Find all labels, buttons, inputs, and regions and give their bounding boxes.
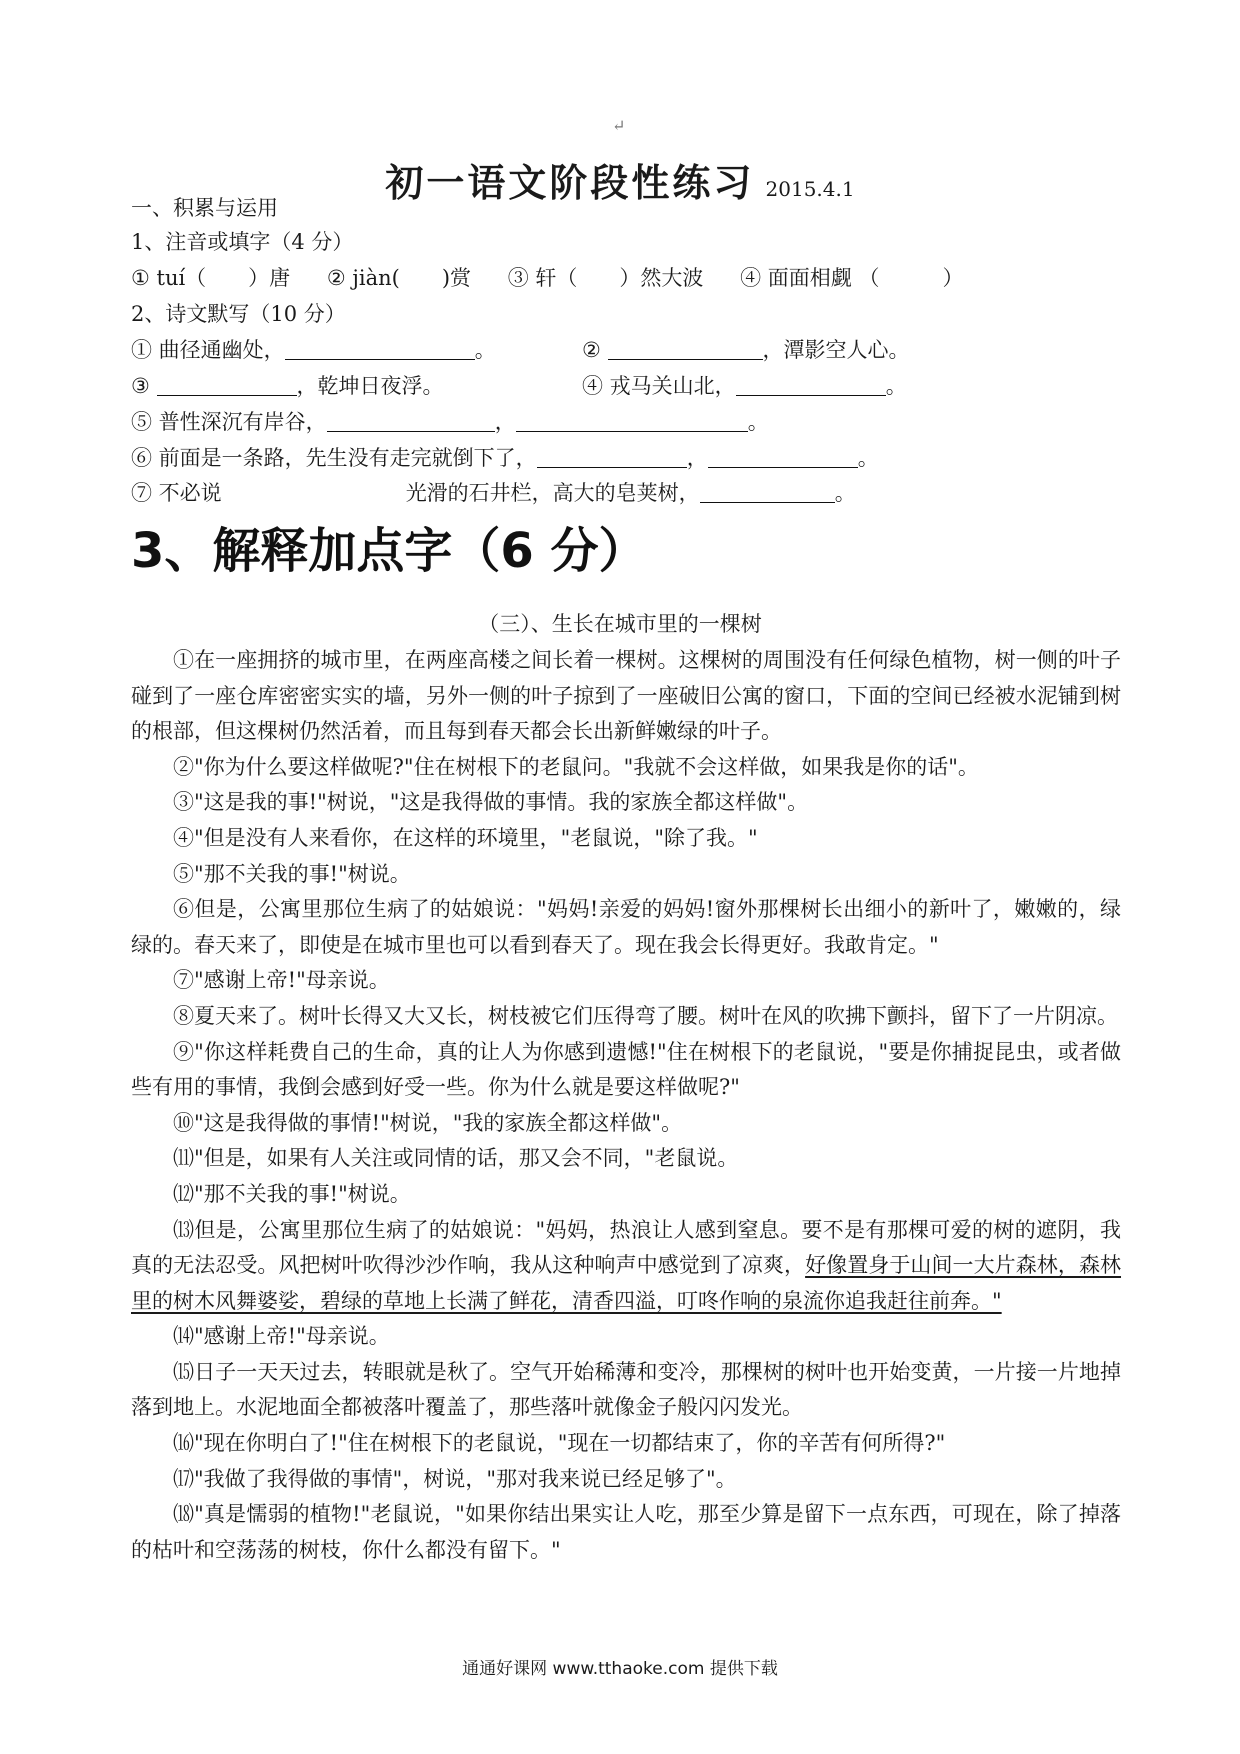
article-title: （三）、生长在城市里的一棵树 bbox=[478, 612, 762, 636]
article-paragraph: ②"你为什么要这样做呢?"住在树根下的老鼠问。"我就不会这样做，如果我是你的话"。 bbox=[173, 754, 979, 779]
q1-item-2: ② jiàn( )赏 bbox=[326, 266, 472, 290]
answer-blank[interactable] bbox=[700, 501, 835, 503]
article-paragraph: ④"但是没有人来看你，在这样的环境里，"老鼠说，"除了我。" bbox=[173, 825, 758, 850]
article-paragraph: ①在一座拥挤的城市里，在两座高楼之间长着一棵树。这棵树的周围没有任何绿色植物，树一侧的叶子碰到了一座仓库密密实实的墙，另外一侧的叶子掠到了一座破旧公寓的窗口，下面的空间已经被水泥铺到树的根部，但这棵树仍然活着，而且每到春天都会长出新鲜嫩绿的叶子。 bbox=[131, 648, 1121, 744]
article-paragraph: ⑦"感谢上帝!"母亲说。 bbox=[173, 968, 390, 993]
article-paragraph: ⒃"现在你明白了!"住在树根下的老鼠说，"现在一切都结束了，你的辛苦有何所得?" bbox=[173, 1431, 946, 1456]
answer-blank[interactable] bbox=[708, 466, 858, 468]
article-paragraph: ③"这是我的事!"树说，"这是我得做的事情。我的家族全都这样做"。 bbox=[173, 790, 809, 815]
q2-label: 2、诗文默写（10 分） bbox=[131, 302, 346, 326]
q2-item-3: ，乾坤日夜浮。 bbox=[296, 374, 444, 398]
q3-heading: 3、解释加点字（6 分） bbox=[131, 523, 647, 579]
q2-row-2: ③ ，乾坤日夜浮。 bbox=[131, 374, 444, 398]
article-paragraph: ⑨"你这样耗费自己的生命，真的让人为你感到遗憾!"住在树根下的老鼠说，"要是你捕捉昆虫，或者做些有用的事情，我倒会感到好受一些。你为什么就是要这样做呢?" bbox=[131, 1039, 1121, 1100]
q2-item-7: ⑦ 不必说 bbox=[131, 481, 222, 505]
answer-blank[interactable] bbox=[285, 358, 475, 360]
article-paragraph: ⒅"真是懦弱的植物!"老鼠说，"如果你结出果实让人吃，那至少算是留下一点东西，可现在，除了掉落的枯叶和空荡荡的树枝，你什么都没有留下。" bbox=[131, 1502, 1121, 1562]
q1-label: 1、注音或填字（4 分） bbox=[131, 230, 354, 254]
article-paragraph: ⑾"但是，如果有人关注或同情的话，那又会不同，"老鼠说。 bbox=[173, 1146, 739, 1171]
article-paragraph: ⒁"感谢上帝!"母亲说。 bbox=[173, 1324, 390, 1349]
q2-item-4: ④ 戎马关山北， bbox=[582, 374, 736, 398]
article-paragraph: ⒂日子一天天过去，转眼就是秋了。空气开始稀薄和变冷，那棵树的树叶也开始变黄，一片接一片地掉落到地上。水泥地面全都被落叶覆盖了，那些落叶就像金子般闪闪发光。 bbox=[131, 1359, 1121, 1420]
article-paragraph: ⒄"我做了我得做的事情"，树说，"那对我来说已经足够了"。 bbox=[173, 1466, 737, 1491]
article-paragraph: ⑤"那不关我的事!"树说。 bbox=[173, 861, 411, 886]
q2-row-5: ⑦ 不必说 光滑的石井栏，高大的皂荚树， 。 bbox=[131, 481, 856, 505]
q2-row-4: ⑥ 前面是一条路，先生没有走完就倒下了， ， 。 bbox=[131, 446, 879, 470]
q2-row-3: ⑤ 普性深沉有岸谷， ， 。 bbox=[131, 410, 769, 434]
article-paragraph: ⑥但是，公寓里那位生病了的姑娘说："妈妈!亲爱的妈妈!窗外那棵树长出细小的新叶了，嫩嫩的，绿绿的。春天来了，即使是在城市里也可以看到春天了。现在我会长得更好。我敢肯定。" bbox=[131, 897, 1121, 957]
q2-item-5: ⑤ 普性深沉有岸谷， bbox=[131, 410, 327, 434]
answer-blank[interactable] bbox=[157, 394, 297, 396]
q1-item-4: ④ 面面相觑 （ ） bbox=[740, 266, 964, 290]
footer-credit: 通通好课网 www.tthaoke.com 提供下载 bbox=[462, 1659, 778, 1679]
answer-blank[interactable] bbox=[736, 394, 886, 396]
paragraph-mark: ↵ bbox=[612, 116, 626, 135]
q2-item-2: ，潭影空人心。 bbox=[762, 338, 910, 362]
q2-row-2b: ④ 戎马关山北， 。 bbox=[582, 374, 907, 398]
answer-blank[interactable] bbox=[608, 358, 763, 360]
q1-items bbox=[131, 262, 993, 292]
article-body bbox=[131, 643, 1121, 1568]
article-paragraph: ⑩"这是我得做的事情!"树说，"我的家族全都这样做"。 bbox=[173, 1110, 683, 1135]
q2-item-1: ① 曲径通幽处， bbox=[131, 338, 285, 362]
article-paragraph: ⑧夏天来了。树叶长得又大又长，树枝被它们压得弯了腰。树叶在风的吹拂下颤抖，留下了一片阴凉。 bbox=[173, 1003, 1118, 1028]
q1-item-1: ① tuí（ ）唐 bbox=[131, 266, 291, 290]
q2-item-6: ⑥ 前面是一条路，先生没有走完就倒下了， bbox=[131, 446, 537, 470]
answer-blank[interactable] bbox=[537, 466, 687, 468]
q1-item-3: ③ 轩（ ）然大波 bbox=[507, 266, 704, 290]
section-heading: 一、积累与运用 bbox=[131, 196, 278, 220]
underlined-passage: 好像置身于山间一大片森林，森林里的树木风舞婆娑，碧绿的草地上长满了鲜花，清香四溢，叮咚作响的泉流你追我赶往前奔。" bbox=[131, 1253, 1122, 1313]
q2-row-1: ① 曲径通幽处， 。 bbox=[131, 338, 496, 362]
q2-item-7b: 光滑的石井栏，高大的皂荚树， bbox=[405, 481, 700, 505]
page-title: 初一语文阶段性练习 bbox=[385, 160, 755, 205]
answer-blank[interactable] bbox=[516, 430, 748, 432]
q2-row-1b: ② ，潭影空人心。 bbox=[582, 338, 910, 362]
answer-blank[interactable] bbox=[327, 430, 495, 432]
article-paragraph-13: ⒀但是，公寓里那位生病了的姑娘说："妈妈，热浪让人感到窒息。要不是有那棵可爱的树的遮阴，我真的无法忍受。风把树叶吹得沙沙作响，我从这种响声中感觉到了凉爽，好像置身于山间一大片森林，森林里的树木风舞婆娑，碧绿的草地上长满了鲜花，清香四溢，叮咚作响的泉流你追我赶往前奔。" bbox=[131, 1217, 1122, 1313]
exam-date: 2015.4.1 bbox=[765, 177, 855, 201]
article-paragraph: ⑿"那不关我的事!"树说。 bbox=[173, 1181, 411, 1206]
